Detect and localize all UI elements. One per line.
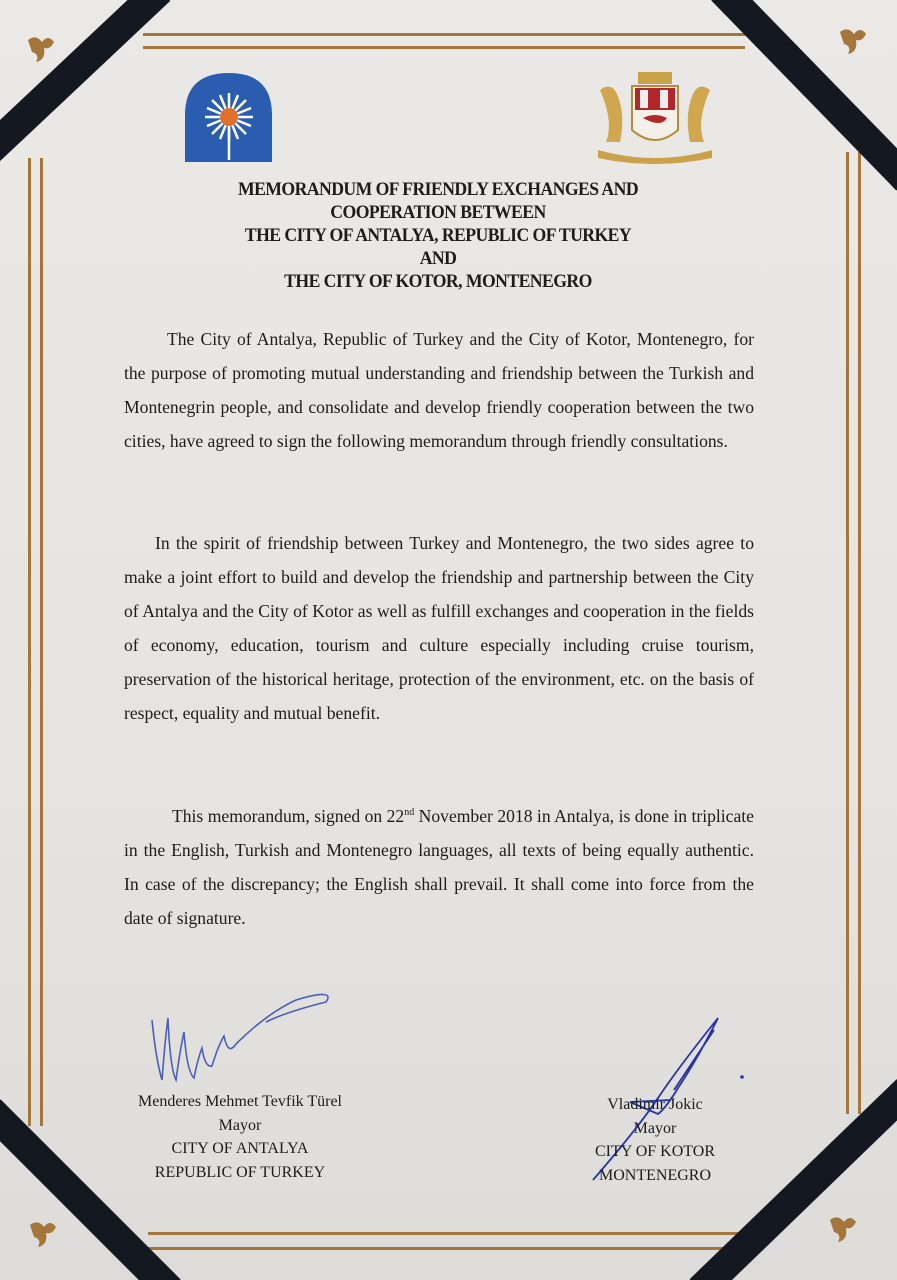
signatory-role: Mayor (218, 1116, 262, 1134)
title-line: COOPERATION BETWEEN (330, 202, 546, 223)
signature-antalya (152, 994, 328, 1080)
paragraph-text (124, 799, 754, 935)
antalya-logo (185, 73, 272, 162)
signatory-role: Mayor (633, 1119, 677, 1137)
title-line: THE CITY OF KOTOR, MONTENEGRO (284, 271, 592, 292)
title-line: AND (419, 248, 457, 269)
document-title (142, 178, 733, 293)
body-paragraph-3 (124, 799, 754, 935)
signatory-org: CITY OF ANTALYA (171, 1140, 309, 1157)
ordinal-suffix: nd (404, 807, 415, 819)
signatory-name: Vladimir Jokic (607, 1096, 703, 1113)
body-paragraph-1 (124, 322, 754, 458)
signatory-org: CITY OF KOTOR (594, 1143, 715, 1160)
para3-end: November 2018 in Antalya, is done in triplicate in the English, Turkish and Montenegro languages, all texts of being equally authentic. In case of the discrepancy; the English shall prevail. It shall come into force from the date of signature. (124, 806, 754, 928)
kotor-coat-of-arms (598, 72, 712, 164)
paragraph-text: The City of Antalya, Republic of Turkey and the City of Kotor, Montenegro, for the purpose of promoting mutual understanding and friendship between the Turkish and Montenegrin people, and consolidate and develop friendly cooperation between the two cities, have agreed to sign the following memorandum through friendly consultations. (124, 329, 754, 451)
signatory-kotor (575, 1093, 735, 1187)
signatory-antalya (110, 1090, 370, 1184)
signatory-name: Menderes Mehmet Tevfik Türel (137, 1093, 342, 1110)
title-line: MEMORANDUM OF FRIENDLY EXCHANGES AND (237, 179, 639, 200)
signatory-country: MONTENEGRO (599, 1166, 711, 1184)
para3-start: This memorandum, signed on 22 (172, 806, 405, 826)
paragraph-text: In the spirit of friendship between Turkey and Montenegro, the two sides agree to make a joint effort to build and develop the friendship and partnership between the City of Antalya and the City of Kotor as well as fulfill exchanges and cooperation in the fields of economy, education, tourism and culture especially including cruise tourism, preservation of the historical heritage, protection of the environment, etc. on the basis of respect, equality and mutual benefit. (124, 533, 754, 723)
signatory-country: REPUBLIC OF TURKEY (154, 1163, 326, 1181)
title-line: THE CITY OF ANTALYA, REPUBLIC OF TURKEY (244, 225, 632, 246)
body-paragraph-2 (124, 526, 754, 730)
